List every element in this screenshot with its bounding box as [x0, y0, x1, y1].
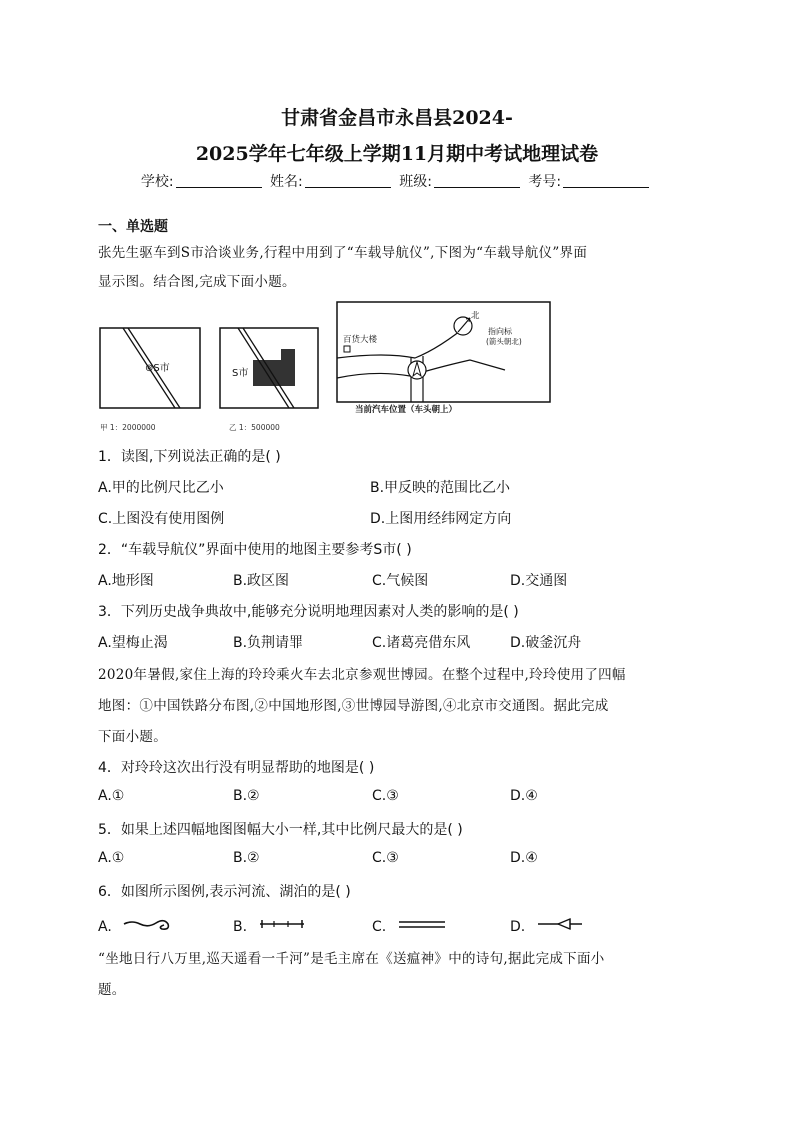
q6-option-d-label: D. [510, 919, 526, 935]
class-blank[interactable] [434, 173, 520, 188]
q2-option-a[interactable]: A.地形图 [98, 573, 154, 589]
intro2-line1: 2020年暑假,家住上海的玲玲乘火车去北京参观世博园。在整个过程中,玲玲使用了四幅 [98, 667, 626, 683]
intro3-line1: “坐地日行八万里,巡天遥看一千河”是毛主席在《送瘟神》中的诗句,据此完成下面小 [98, 951, 605, 967]
map-a-city: ⊚S市 [145, 363, 170, 374]
exam-title-line1: 甘肃省金昌市永昌县2024- [281, 107, 513, 129]
q5-option-d[interactable]: D.④ [510, 850, 538, 866]
student-info-row [0, 171, 794, 191]
q1-option-b[interactable]: B.甲反映的范围比乙小 [370, 480, 511, 496]
school-label: 学校: [140, 174, 174, 190]
q2-option-d[interactable]: D.交通图 [510, 573, 568, 589]
q1-option-a[interactable]: A.甲的比例尺比乙小 [98, 480, 224, 496]
intro2-line3: 下面小题。 [98, 729, 167, 745]
q6-option-c[interactable] [372, 918, 447, 935]
q6-option-a-label: A. [98, 919, 112, 935]
compass-sublabel: (箭头朝北) [486, 337, 522, 346]
intro2-line2: 地图：①中国铁路分布图,②中国地形图,③世博园导游图,④北京市交通图。据此完成 [98, 698, 609, 714]
q3-option-a[interactable]: A.望梅止渴 [98, 635, 168, 651]
q6-option-d[interactable] [510, 918, 586, 935]
question-2-stem: 2．“车载导航仪”界面中使用的地图主要参考S市( ) [98, 542, 412, 558]
school-blank[interactable] [176, 173, 262, 188]
nav-map-frame [337, 302, 550, 402]
q2-option-c[interactable]: C.气候图 [372, 573, 429, 589]
question-1-stem: 1．读图,下列说法正确的是( ) [98, 449, 281, 465]
question-3-stem: 3．下列历史战争典故中,能够充分说明地理因素对人类的影响的是( ) [98, 604, 519, 620]
intro3-line2: 题。 [98, 982, 126, 998]
q3-option-d[interactable]: D.破釜沉舟 [510, 635, 582, 651]
map-b-caption: 乙 1：500000 [229, 423, 280, 432]
map-b-city: S市 [232, 368, 249, 379]
exam-title-line2: 2025学年七年级上学期11月期中考试地理试卷 [195, 143, 599, 165]
boundary-arrow-symbol-icon [536, 918, 586, 934]
section-title: 一、单选题 [98, 219, 168, 235]
nav-north-label: 北 [471, 311, 480, 321]
class-label: 班级: [399, 174, 432, 190]
q1-option-d[interactable]: D.上图用经纬网定方向 [370, 511, 512, 527]
exam-number-label: 考号: [528, 174, 562, 190]
exam-number-blank[interactable] [563, 173, 649, 188]
q3-option-c[interactable]: C.诸葛亮借东风 [372, 635, 471, 651]
q2-option-b[interactable]: B.政区图 [233, 573, 290, 589]
intro1-line1: 张先生驱车到S市洽谈业务,行程中用到了“车载导航仪”,下图为“车载导航仪”界面 [98, 245, 588, 261]
name-blank[interactable] [305, 173, 391, 188]
question-6-stem: 6．如图所示图例,表示河流、湖泊的是( ) [98, 884, 351, 900]
q3-option-b[interactable]: B.负荆请罪 [233, 635, 304, 651]
q1-option-c[interactable]: C.上图没有使用图例 [98, 511, 225, 527]
nav-building-label: 百货大楼 [343, 335, 378, 345]
q5-option-a[interactable]: A.① [98, 850, 125, 866]
map-a-caption: 甲 1：2000000 [100, 423, 156, 432]
q4-option-c[interactable]: C.③ [372, 788, 399, 804]
road-symbol-icon [397, 918, 447, 934]
q6-option-b-label: B. [233, 919, 248, 935]
railway-symbol-icon [258, 918, 306, 934]
q5-option-c[interactable]: C.③ [372, 850, 399, 866]
name-label: 姓名: [270, 174, 303, 190]
q6-option-b[interactable] [233, 918, 306, 935]
q4-option-d[interactable]: D.④ [510, 788, 538, 804]
q6-option-c-label: C. [372, 919, 387, 935]
river-symbol-icon [122, 918, 174, 934]
navigation-figure [95, 298, 555, 438]
q4-option-b[interactable]: B.② [233, 788, 260, 804]
q6-option-a[interactable] [98, 918, 174, 935]
question-4-stem: 4．对玲玲这次出行没有明显帮助的地图是( ) [98, 760, 375, 776]
q5-option-b[interactable]: B.② [233, 850, 260, 866]
intro1-line2: 显示图。结合图,完成下面小题。 [98, 274, 296, 290]
q4-option-a[interactable]: A.① [98, 788, 125, 804]
compass-label: 指向标 [488, 327, 512, 336]
question-5-stem: 5．如果上述四幅地图图幅大小一样,其中比例尺最大的是( ) [98, 822, 463, 838]
nav-caption: 当前汽车位置（车头朝上） [355, 405, 458, 415]
